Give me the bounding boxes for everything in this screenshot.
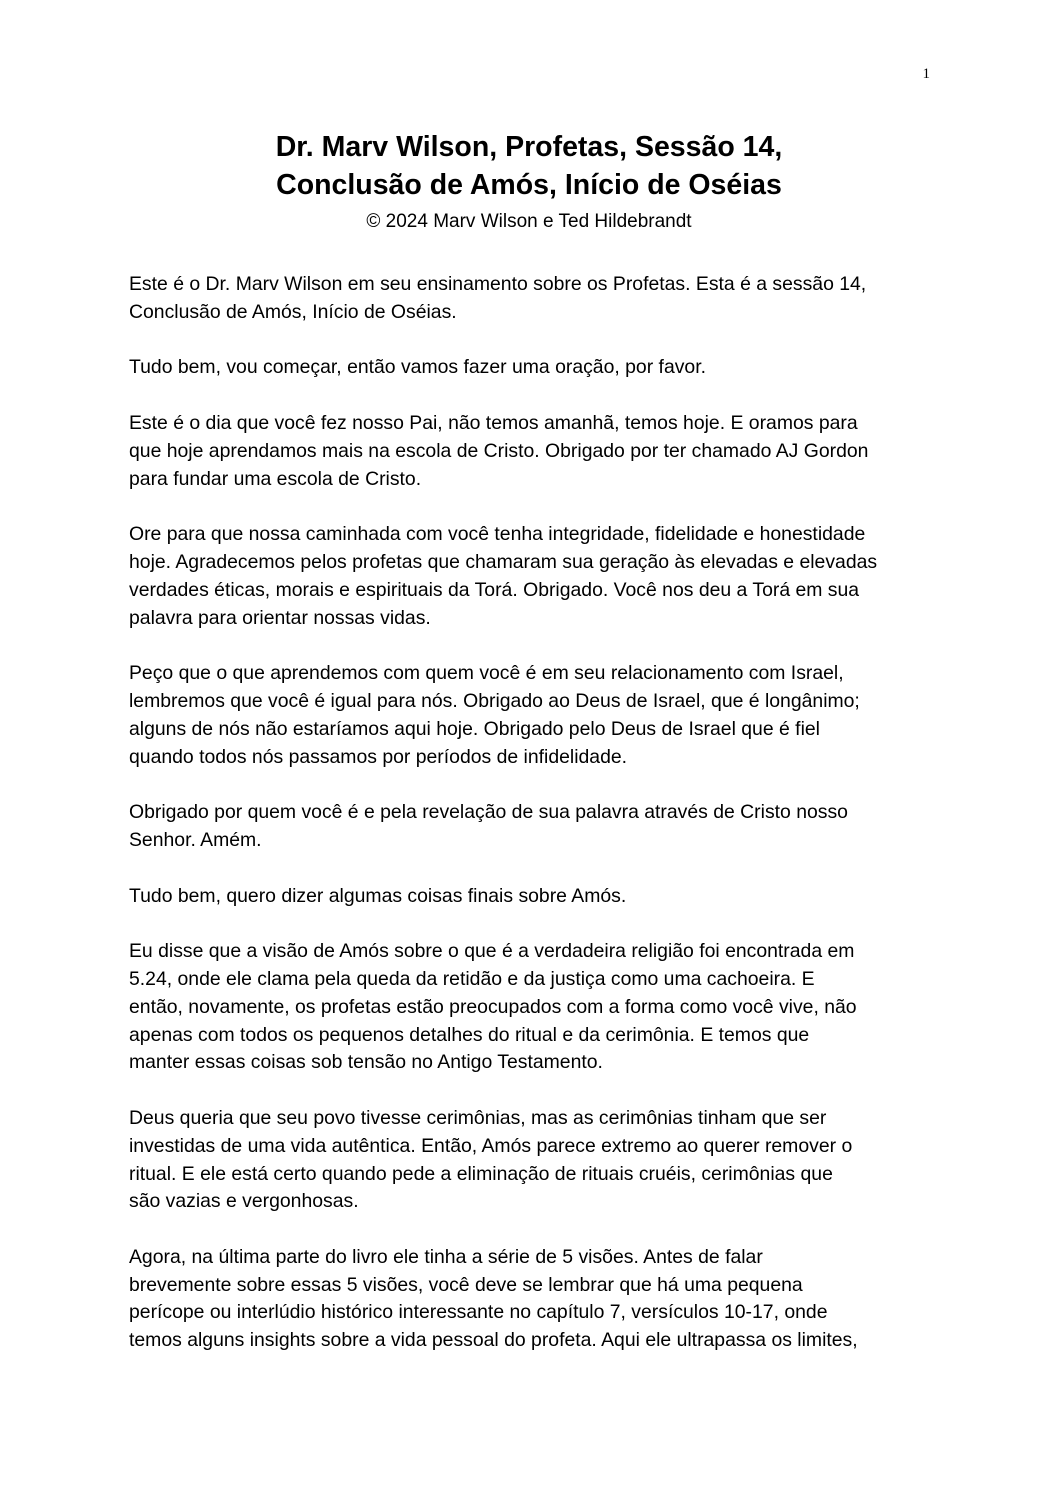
text-line: então, novamente, os profetas estão preocupados com a forma como você vive, não (129, 995, 857, 1018)
text-line: Eu disse que a visão de Amós sobre o que é a verdadeira religião foi encontrada em (129, 940, 855, 963)
text-line: Este é o dia que você fez nosso Pai, não temos amanhã, temos hoje. E oramos para (129, 411, 858, 434)
paragraph-2 (129, 354, 935, 382)
text-line: Obrigado por quem você é e pela revelação de sua palavra através de Cristo nosso (129, 801, 848, 824)
paragraph-5 (129, 660, 935, 771)
text-line: Conclusão de Amós, Início de Oséias. (129, 300, 457, 323)
text-line: Ore para que nossa caminhada com você tenha integridade, fidelidade e honestidade (129, 523, 866, 546)
text-line: verdades éticas, morais e espirituais da Torá. Obrigado. Você nos deu a Torá em sua (129, 578, 860, 601)
text-line: alguns de nós não estaríamos aqui hoje. Obrigado pelo Deus de Israel que é fiel (129, 717, 820, 740)
text-line: manter essas coisas sob tensão no Antigo Testamento. (129, 1051, 603, 1074)
text-line: temos alguns insights sobre a vida pessoal do profeta. Aqui ele ultrapassa os limites, (129, 1329, 858, 1352)
text-line: que hoje aprendamos mais na escola de Cristo. Obrigado por ter chamado AJ Gordon (129, 439, 869, 462)
copyright-notice: © 2024 Marv Wilson e Ted Hildebrandt (366, 211, 692, 232)
text-line: Tudo bem, vou começar, então vamos fazer uma oração, por favor. (129, 356, 706, 379)
paragraph-8 (129, 938, 935, 1077)
page-number: 1 (922, 66, 930, 82)
text-line: hoje. Agradecemos pelos profetas que chamaram sua geração às elevadas e elevadas (129, 550, 878, 573)
text-line: quando todos nós passamos por períodos de infidelidade. (129, 745, 628, 768)
text-line: 5.24, onde ele clama pela queda da retidão e da justiça como uma cachoeira. E (129, 967, 815, 990)
text-line: ritual. E ele está certo quando pede a eliminação de rituais cruéis, cerimônias que (129, 1162, 833, 1185)
text-line: Este é o Dr. Marv Wilson em seu ensinamento sobre os Profetas. Esta é a sessão 14, (129, 273, 867, 295)
text-line: apenas com todos os pequenos detalhes do ritual e da cerimônia. E temos que (129, 1023, 810, 1046)
paragraph-4 (129, 521, 935, 632)
paragraph-9 (129, 1105, 935, 1216)
text-line: são vazias e vergonhosas. (129, 1190, 359, 1213)
paragraph-7 (129, 883, 935, 911)
document-title-line-2: Conclusão de Amós, Início de Oséias (276, 169, 782, 201)
text-line: Tudo bem, quero dizer algumas coisas finais sobre Amós. (129, 884, 627, 907)
text-line: palavra para orientar nossas vidas. (129, 606, 431, 629)
text-line: Peço que o que aprendemos com quem você é em seu relacionamento com Israel, (129, 662, 844, 685)
text-line: perícope ou interlúdio histórico interessante no capítulo 7, versículos 10-17, onde (129, 1301, 828, 1324)
text-line: Deus queria que seu povo tivesse cerimônias, mas as cerimônias tinham que ser (129, 1106, 827, 1129)
text-line: investidas de uma vida autêntica. Então, Amós parece extremo ao querer remover o (129, 1134, 853, 1157)
document-title-line-1: Dr. Marv Wilson, Profetas, Sessão 14, (275, 131, 783, 163)
paragraph-10 (129, 1244, 935, 1355)
text-line: Senhor. Amém. (129, 828, 262, 851)
text-line: brevemente sobre essas 5 visões, você deve se lembrar que há uma pequena (129, 1273, 803, 1296)
title-block (0, 128, 1058, 235)
document-body (129, 271, 935, 1383)
paragraph-6 (129, 799, 935, 855)
paragraph-3 (129, 410, 935, 493)
paragraph-1 (129, 271, 935, 327)
text-line: para fundar uma escola de Cristo. (129, 467, 422, 490)
text-line: lembremos que você é igual para nós. Obrigado ao Deus de Israel, que é longânimo; (129, 689, 860, 712)
text-line: Agora, na última parte do livro ele tinha a série de 5 visões. Antes de falar (129, 1245, 763, 1268)
